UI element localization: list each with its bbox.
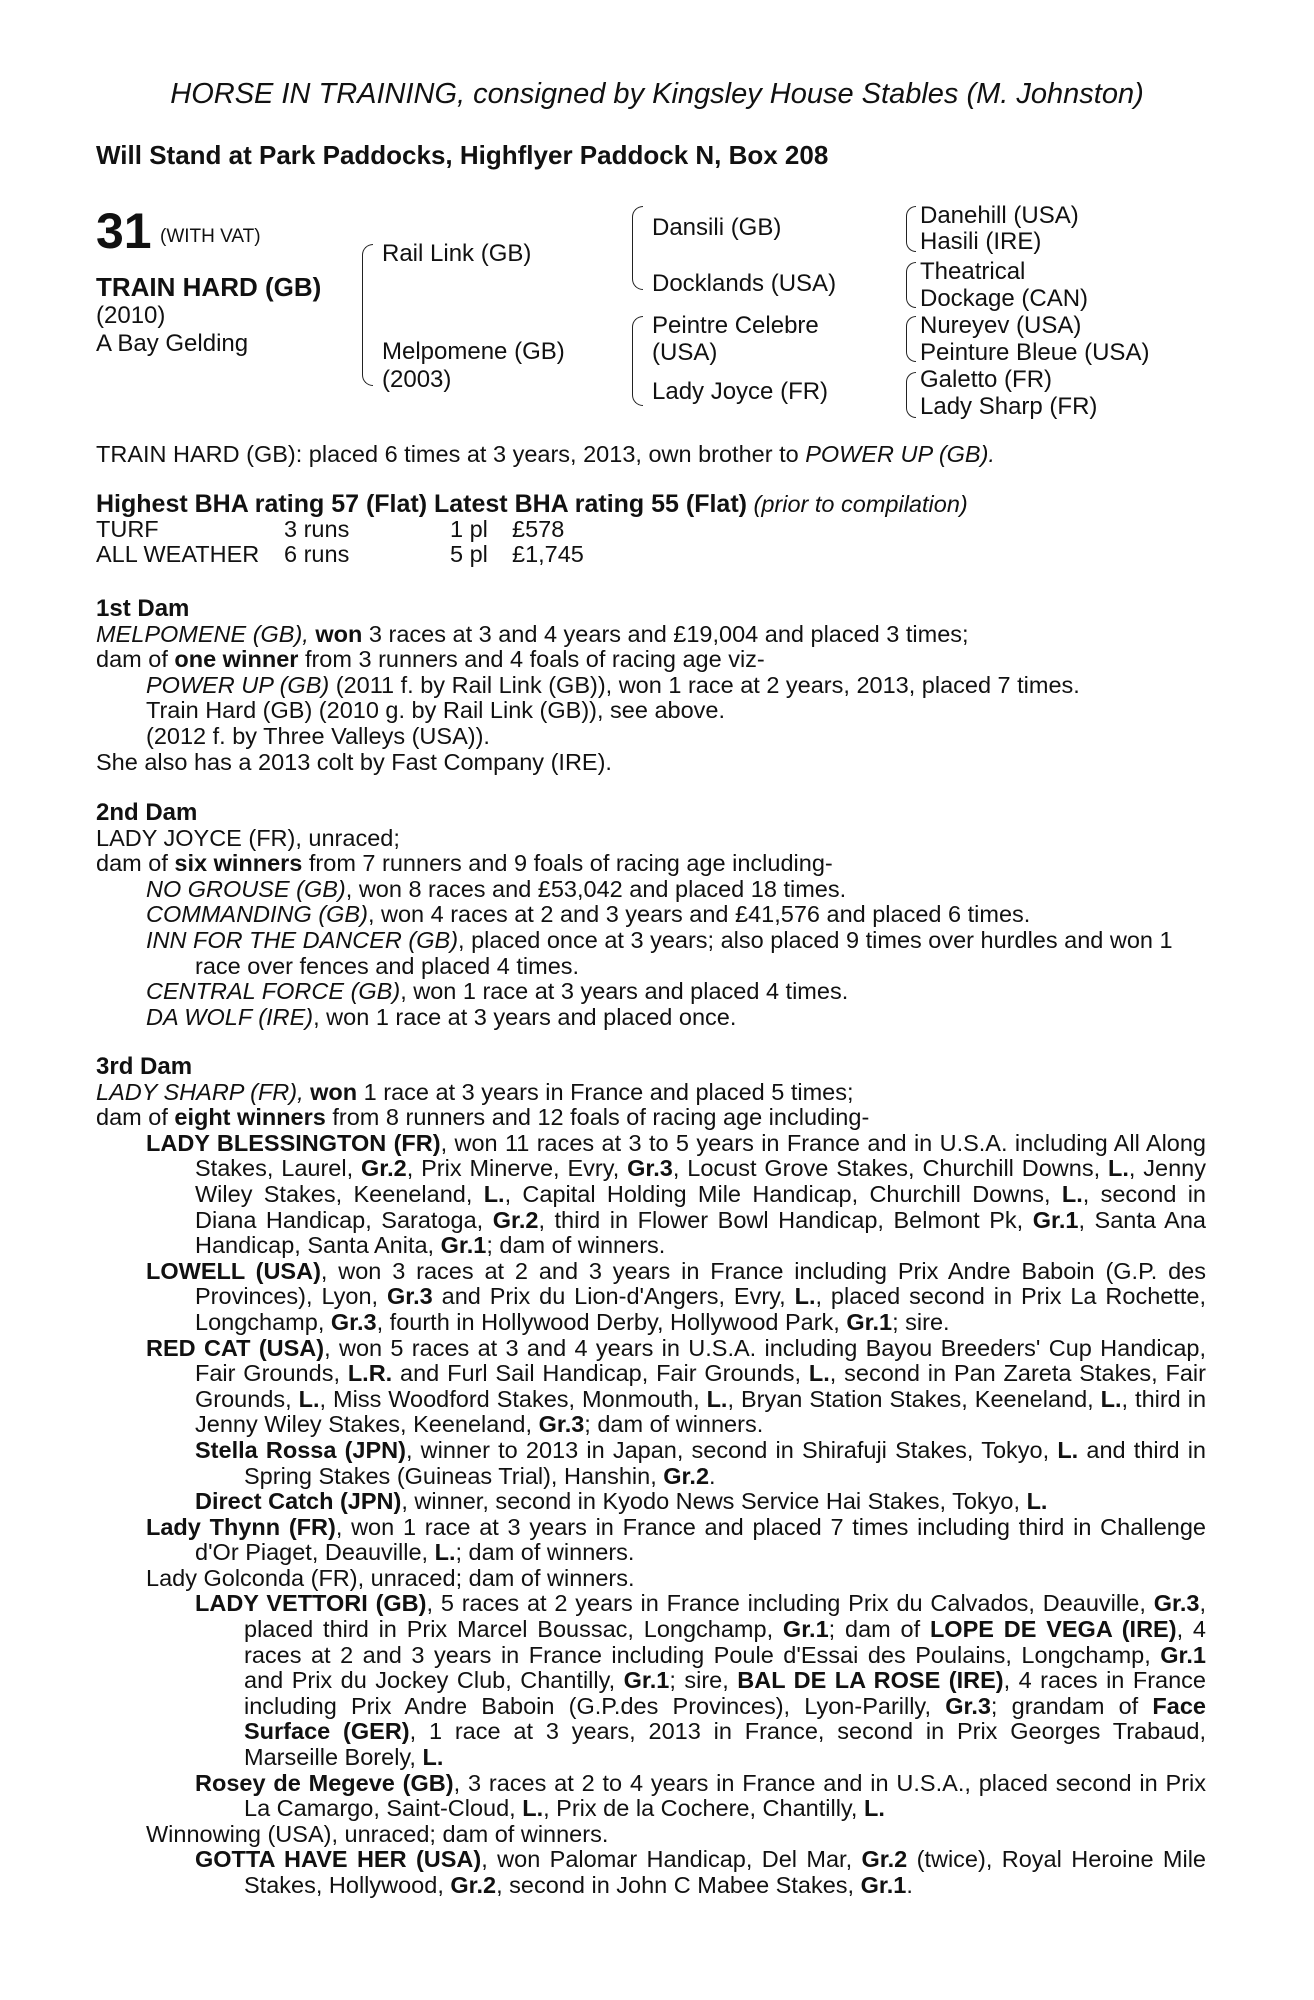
lot-number: 31 [96,203,152,259]
grandparent-5: Nureyev (USA) [920,312,1082,339]
horse-info [96,302,248,358]
race-summary: TRAIN HARD (GB): placed 6 times at 3 years, 2013, own brother to POWER UP (GB). [96,441,995,467]
bha-rating: Highest BHA rating 57 (Flat) Latest BHA rating 55 (Flat) [96,490,747,518]
vat-label: (WITH VAT) [160,226,261,247]
foaling-year: (2010) [96,302,166,329]
sire-dam: Docklands (USA) [652,270,837,297]
pedigree-brace [906,206,916,252]
third-dam-section: 3rd Dam LADY SHARP (FR), won 1 race at 3 years in France and placed 5 times; dam of eight winners from 8 runners and 12 foals of racing age including- LADY BLESSINGTON (FR), won 11 races at 3 to 5 years in France and in U.S.A. including All Along Stakes, Laurel, Gr.2, Prix Minerve, Evry, Gr.3, Locust Grove Stakes, Churchill Downs, L., Jenny Wiley Stakes, Keeneland, L., Capital Holding Mile Handicap, Churchill Downs, L., second in Diana Handicap, Saratoga, Gr.2, third in Flower Bowl Handicap, Belmont Pk, Gr.1, Santa Ana Handicap, Santa Anita, Gr.1; dam of winners. LOWELL (USA), won 3 races at 2 and 3 years in France including Prix Andre Baboin (G.P. des Provinces), Lyon, Gr.3 and Prix du Lion-d'Angers, Evry, L., placed second in Prix La Rochette, Longchamp, Gr.3, fourth in Hollywood Derby, Hollywood Park, Gr.1; sire. RED CAT (USA), won 5 races at 3 and 4 years in U.S.A. including Bayou Breeders' Cup Handicap, Fair Grounds, L.R. and Furl Sail Handicap, Fair Grounds, L., second in Pan Zareta Stakes, Fair Grounds, L., Miss Woodford Stakes, Monmouth, L., Bryan Station Stakes, Keeneland, L., third in Jenny Wiley Stakes, Keeneland, Gr.3; dam of winners. Stella Rossa (JPN), winner to 2013 in Japan, second in Shirafuji Stakes, Tokyo, L. and third in Spring Stakes (Guineas Trial), Hanshin, Gr.2. Direct Catch (JPN), winner, second in Kyodo News Service Hai Stakes, Tokyo, L. Lady Thynn (FR), won 1 race at 3 years in France and placed 7 times including third in Challenge d'Or Piaget, Deauville, L.; dam of winners. Lady Golconda (FR), unraced; dam of winners. LADY VETTORI (GB), 5 races at 2 years in France including Prix du Calvados, Deauville, Gr.3, placed third in Prix Marcel Boussac, Longchamp, Gr.1; dam of LOPE DE VEGA (IRE), 4 races at 2 and 3 years in France including Poule d'Essai des Poulains, Longchamp, Gr.1 and Prix du Jockey Club, Chantilly, Gr.1; sire, BAL DE LA ROSE (IRE), 4 races in France including Prix Andre Baboin (G.P.des Provinces), Lyon-Parilly, Gr.3; grandam of Face Surface (GER), 1 race at 3 years, 2013 in France, second in Prix Georges Trabaud, Marseille Borely, L. Rosey de Megeve (GB), 3 races at 2 to 4 years in France and in U.S.A., placed second in Prix La Camargo, Saint-Cloud, L., Prix de la Cochere, Chantilly, L. Winnowing (USA), unraced; dam of winners. GOTTA HAVE HER (USA), won Palomar Handicap, Del Mar, Gr.2 (twice), Royal Heroine Mile Stakes, Hollywood, Gr.2, second in John C Mabee Stakes, Gr.1. [96,1053,1207,1898]
horse-name: TRAIN HARD (GB) [96,272,322,302]
grandparent-7: Galetto (FR) [920,366,1053,393]
grandparent-3: Theatrical [920,258,1026,285]
dam-sire: Peintre Celebre [652,312,819,339]
rating-note: (prior to compilation) [753,491,968,517]
ratings-block [96,492,1206,567]
record-row-turf: TURF 3 runs 1 pl £578 [96,516,565,542]
brother-name: POWER UP (GB). [805,441,995,467]
dam-year: (2003) [382,366,452,393]
pedigree-brace [906,262,916,308]
pedigree-brace [906,372,916,418]
pedigree-brace [632,206,643,290]
section-heading: 3rd Dam [96,1053,193,1080]
sire: Rail Link (GB) [382,240,532,267]
sire-sire: Dansili (GB) [652,214,782,241]
dam: Melpomene (GB) [382,338,565,365]
page-title: HORSE IN TRAINING, consigned by Kingsley House Stables (M. Johnston) [170,78,1144,110]
dam-sire-country: (USA) [652,339,718,366]
pedigree-brace [906,316,916,362]
record-row-all-weather: ALL WEATHER 6 runs 5 pl £1,745 [96,541,584,567]
first-dam-section: 1st Dam MELPOMENE (GB), won 3 races at 3 and 4 years and £19,004 and placed 3 times; dam of one winner from 3 runners and 4 foals of racing age viz- POWER UP (GB) (2011 f. by Rail Link (GB)), won 1 race at 2 years, 2013, placed 7 times. Train Hard (GB) (2010 g. by Rail Link (GB)), see above. (2012 f. by Three Valleys (USA)). She also has a 2013 colt by Fast Company (IRE). [96,596,1206,775]
section-heading: 2nd Dam [96,799,198,826]
pedigree-brace [362,244,373,386]
grandparent-8: Lady Sharp (FR) [920,393,1098,420]
second-dam-section: 2nd Dam LADY JOYCE (FR), unraced; dam of six winners from 7 runners and 9 foals of racing age including- NO GROUSE (GB), won 8 races and £53,042 and placed 18 times. COMMANDING (GB), won 4 races at 2 and 3 years and £41,576 and placed 6 times. INN FOR THE DANCER (GB), placed once at 3 years; also placed 9 times over hurdles and won 1 race over fences and placed 4 times. CENTRAL FORCE (GB), won 1 race at 3 years and placed 4 times. DA WOLF (IRE), won 1 race at 3 years and placed once. [96,800,1206,1030]
dam-dam: Lady Joyce (FR) [652,378,829,405]
section-heading: 1st Dam [96,595,190,622]
stand-location: Will Stand at Park Paddocks, Highflyer Paddock N, Box 208 [96,140,829,170]
grandparent-2: Hasili (IRE) [920,228,1042,255]
grandparent-6: Peinture Bleue (USA) [920,339,1150,366]
grandparent-4: Dockage (CAN) [920,285,1089,312]
grandparent-1: Danehill (USA) [920,202,1079,229]
horse-description: A Bay Gelding [96,330,249,357]
pedigree-brace [632,316,643,406]
